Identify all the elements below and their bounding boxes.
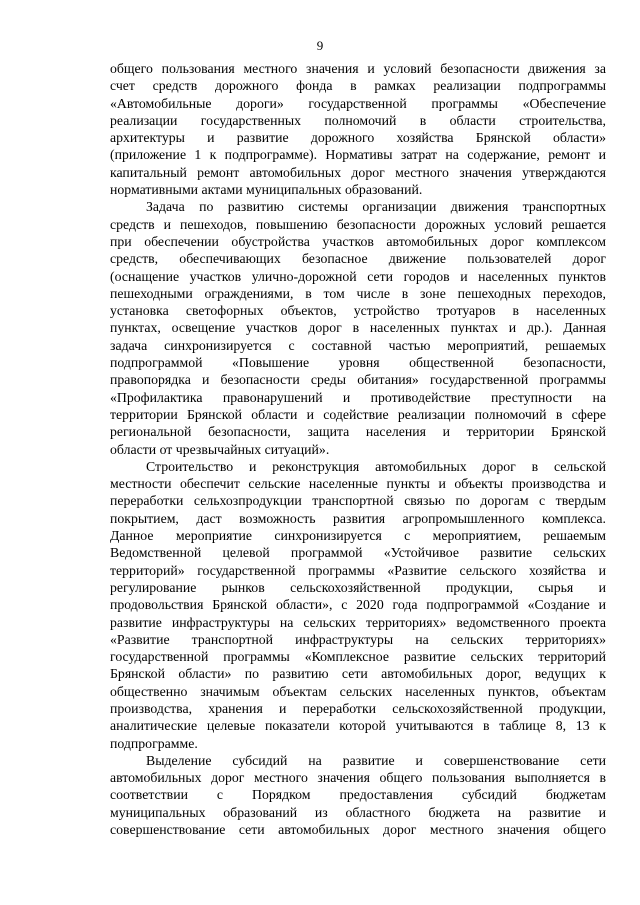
text-line: производства, хранения и переработки сельскохозяйственной продукции, [110, 700, 606, 716]
text-line: аналитические целевые показатели которой учитываются в таблице 8, 13 к [110, 718, 606, 734]
text-line: Брянской области» по развитию сети автомобильных дорог, ведущих к [110, 666, 606, 682]
text-line: муниципальных образований из областного бюджета на развитие и [110, 804, 606, 820]
text-line: Строительство и реконструкция автомобильных дорог в сельской [146, 458, 606, 474]
text-line: соответствии с Порядком предоставления субсидий бюджетам [110, 787, 606, 803]
text-line: покрытием, даст возможность развития агропромышленного комплекса. [110, 510, 606, 526]
paragraph-road-fund-financing [110, 60, 606, 198]
text-line: государственной программы «Комплексное развитие сельских территорий [110, 649, 606, 665]
text-line: пунктах, освещение участков дорог в населенных пунктах и др.). Данная [110, 320, 606, 336]
page-number: 9 [316, 38, 324, 53]
text-line: Выделение субсидий на развитие и совершенствование сети [146, 752, 606, 768]
text-line: совершенствование сети автомобильных дорог местного значения общего [110, 822, 606, 838]
text-line: при обеспечении обустройства участков автомобильных дорог комплексом [110, 233, 606, 249]
text-line: правопорядка и безопасности среды обитания» государственной программы [110, 372, 606, 388]
text-line: территорий» государственной программы «Развитие сельского хозяйства и [110, 562, 606, 578]
paragraph-subsidies [110, 752, 606, 838]
text-line: счет средств дорожного фонда в рамках реализации подпрограммы [110, 78, 606, 94]
text-line: развитие инфраструктуры на сельских территориях» ведомственного проекта [110, 614, 606, 630]
text-line: переработки сельхозпродукции транспортной связью по дорогам с твердым [110, 493, 606, 509]
text-line: продовольствия Брянской области», с 2020 года подпрограммой «Создание и [110, 597, 606, 613]
text-line: регулирование рынков сельскохозяйственной продукции, сырья и [110, 579, 606, 595]
text-line: средств и пешеходов, повышению безопасности дорожных условий решается [110, 216, 606, 232]
text-line: средств, обеспечивающих безопасное движение пользователей дорог [110, 251, 606, 267]
text-line: пешеходными ограждениями, в том числе в зоне пешеходных переходов, [110, 285, 606, 301]
text-line: общего пользования местного значения и условий безопасности движения за [110, 61, 606, 76]
text-line: (приложение 1 к подпрограмме). Нормативы затрат на содержание, ремонт и [110, 147, 606, 163]
text-line: (оснащение участков улично-дорожной сети городов и населенных пунктов [110, 268, 606, 284]
document-body [110, 60, 606, 838]
text-line: капитальный ремонт автомобильных дорог местного значения утверждаются [110, 164, 606, 180]
text-line: Ведомственной целевой программой «Устойчивое развитие сельских [110, 545, 606, 561]
text-line: региональной безопасности, защита населения и территории Брянской [110, 424, 606, 440]
text-line: установка светофорных объектов, устройство тротуаров в населенных [110, 303, 606, 319]
text-line: «Профилактика правонарушений и противодействие преступности на [110, 389, 606, 405]
paragraph-rural-roads [110, 458, 606, 752]
text-line: автомобильных дорог местного значения общего пользования выполняется в [110, 770, 606, 786]
text-line: территории Брянской области и содействие реализации полномочий в сфере [110, 406, 606, 422]
text-line: задача синхронизируется с составной частью мероприятий, решаемых [110, 337, 606, 353]
text-line: архитектуры и развитие дорожного хозяйства Брянской области» [110, 130, 606, 146]
text-line: Данное мероприятие синхронизируется с мероприятием, решаемым [110, 528, 606, 544]
text-line: нормативными актами муниципальных образований. [110, 182, 423, 198]
text-line: местности обеспечит сельские населенные пункты и объекты производства и [110, 476, 606, 492]
text-line: общественно значимым объектам сельских населенных пунктов, объектам [110, 683, 606, 699]
text-line: реализации государственных полномочий в области строительства, [110, 112, 606, 128]
text-line: «Развитие транспортной инфраструктуры на сельских территориях» [110, 631, 606, 647]
text-line: «Автомобильные дороги» государственной программы «Обеспечение [110, 95, 606, 111]
text-line: подпрограммой «Повышение уровня общественной безопасности, [110, 355, 606, 371]
text-line: области от чрезвычайных ситуаций». [110, 441, 330, 457]
text-line: подпрограмме. [110, 735, 198, 751]
paragraph-traffic-safety [110, 198, 606, 457]
text-line: Задача по развитию системы организации движения транспортных [146, 199, 606, 215]
